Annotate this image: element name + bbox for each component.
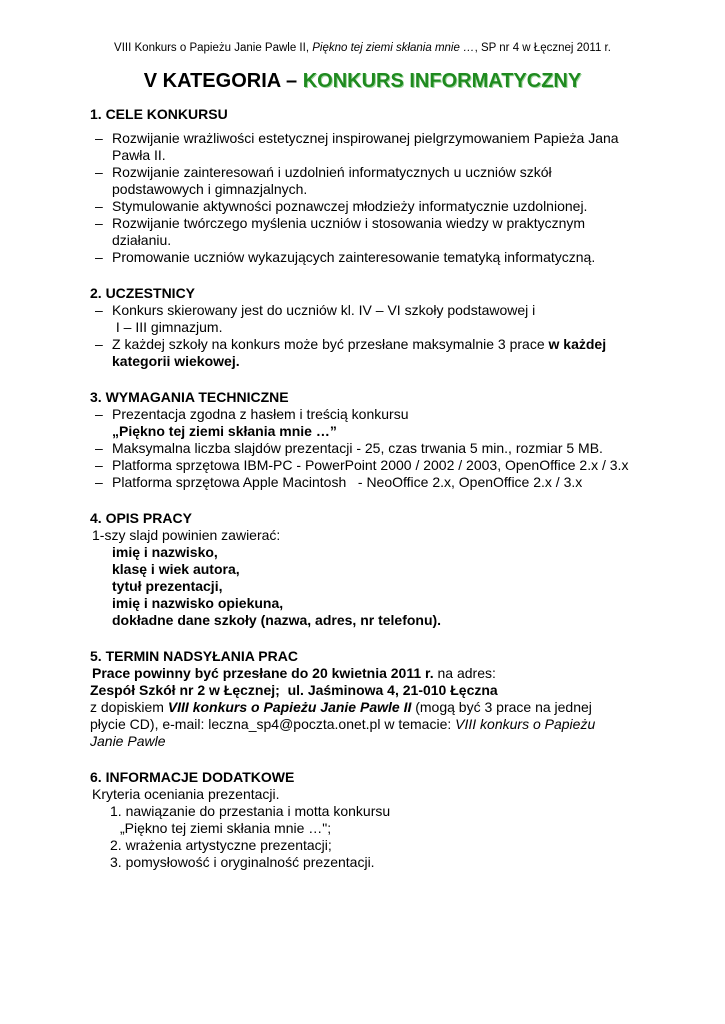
list-item-text: Prezentacja zgodna z hasłem i treścią konkursu [112, 406, 409, 422]
section-2-list [90, 302, 650, 370]
section-5-line [90, 716, 650, 733]
list-item [90, 440, 650, 457]
list-item-text: Z każdej szkoły na konkurs może być przesłane maksymalnie 3 prace [112, 336, 549, 352]
dash-bullet: – [95, 164, 103, 180]
list-item-text: Rozwijanie twórczego myślenia uczniów i stosowania wiedzy w praktycznym [112, 215, 586, 231]
dash-bullet: – [95, 215, 103, 231]
list-item [90, 164, 650, 198]
section-1-list [90, 130, 650, 266]
list-item-text: Rozwijanie zainteresowań i uzdolnień informatycznych u uczniów szkół [112, 164, 552, 180]
list-item-text: Konkurs skierowany jest do uczniów kl. IV – VI szkoły podstawowej i [112, 302, 536, 318]
criteria-item: 3. pomysłowość i oryginalność prezentacji. [110, 854, 375, 870]
list-item [90, 336, 650, 370]
list-item: imię i nazwisko, [112, 544, 218, 560]
list-item-bold: „Piękno tej ziemi skłania mnie …” [112, 423, 337, 439]
title-plain: V KATEGORIA – [143, 70, 303, 92]
list-item [90, 457, 650, 474]
list-item-text: Stymulowanie aktywności poznawczej młodzieży informatycznie uzdolnionej. [112, 198, 588, 214]
criteria-item-motto: „Piękno tej ziemi skłania mnie …"; [120, 820, 332, 836]
section-4-intro: 1-szy slajd powinien zawierać: [92, 527, 281, 543]
email-text: płycie CD), e-mail: leczna_sp4@poczta.onet.pl w temacie: [90, 716, 456, 732]
list-item-text: Platforma sprzętowa IBM-PC - PowerPoint 2000 / 2002 / 2003, OpenOffice 2.x / 3.x [112, 457, 629, 473]
list-item-text: podstawowych i gimnazjalnych. [112, 181, 308, 197]
header-italic: Piękno tej ziemi skłania mnie … [312, 42, 475, 54]
list-item [90, 302, 650, 336]
list-item-text: Platforma sprzętowa Apple Macintosh - NeoOffice 2.x, OpenOffice 2.x / 3.x [112, 474, 583, 490]
dash-bullet: – [95, 336, 103, 352]
section-6-intro: Kryteria oceniania prezentacji. [92, 786, 280, 802]
list-item: tytuł prezentacji, [112, 578, 223, 594]
section-6-heading: 6. INFORMACJE DODATKOWE [90, 769, 295, 785]
dash-bullet: – [95, 302, 103, 318]
list-item-text: Pawła II. [112, 147, 166, 163]
dash-bullet: – [95, 198, 103, 214]
criteria-item: 1. nawiązanie do przestania i motta konkursu [110, 803, 391, 819]
line-text: (mogą być 3 prace na jednej [411, 699, 592, 715]
list-item [90, 215, 650, 249]
section-2-heading: 2. UCZESTNICY [90, 285, 196, 301]
list-item: dokładne dane szkoły (nazwa, adres, nr telefonu). [112, 612, 442, 628]
list-item-text: Maksymalna liczba slajdów prezentacji - 25, czas trwania 5 min., rozmiar 5 MB. [112, 440, 603, 456]
list-item: imię i nazwisko opiekuna, [112, 595, 284, 611]
section-1-heading: 1. CELE KONKURSU [90, 106, 228, 122]
section-3-list [90, 406, 650, 491]
deadline-text: Prace powinny być przesłane do 20 kwietnia 2011 r. [92, 665, 434, 681]
section-5-line [90, 699, 650, 716]
list-item-bold: w każdej [548, 336, 607, 352]
section-3-heading: 3. WYMAGANIA TECHNICZNE [90, 389, 289, 405]
page-title [0, 68, 725, 94]
list-item: klasę i wiek autora, [112, 561, 240, 577]
dash-bullet: – [95, 249, 103, 265]
list-item-text: Promowanie uczniów wykazujących zainteresowanie tematyką informatyczną. [112, 249, 596, 265]
line-text: z dopiskiem [90, 699, 168, 715]
dash-bullet: – [95, 130, 103, 146]
header-prefix: VIII Konkurs o Papieżu Janie Pawle II, [114, 42, 313, 54]
list-item-text: Rozwijanie wrażliwości estetycznej inspirowanej pielgrzymowaniem Papieża Jana [112, 130, 619, 146]
section-5-heading: 5. TERMIN NADSYŁANIA PRAC [90, 648, 298, 664]
subject-text: VIII konkurs o Papieżu [455, 716, 596, 732]
page-header [0, 41, 725, 55]
dash-bullet: – [95, 440, 103, 456]
subject-text: Janie Pawle [90, 733, 166, 749]
section-4-heading: 4. OPIS PRACY [90, 510, 192, 526]
list-item-text: działaniu. [112, 232, 172, 248]
list-item-bold: kategorii wiekowej. [112, 353, 240, 369]
dash-bullet: – [95, 474, 103, 490]
list-item [90, 198, 650, 215]
address-line: Zespół Szkół nr 2 w Łęcznej; ul. Jaśminowa 4, 21-010 Łęczna [90, 682, 498, 698]
list-item-text: I – III gimnazjum. [112, 319, 223, 335]
list-item [90, 406, 650, 440]
dash-bullet: – [95, 406, 103, 422]
criteria-item: 2. wrażenia artystyczne prezentacji; [110, 837, 332, 853]
list-item [90, 130, 650, 164]
list-item [90, 474, 650, 491]
title-accent: KONKURS INFORMATYCZNY [302, 70, 582, 92]
section-5-line [90, 665, 650, 682]
document-body [90, 106, 650, 871]
contest-name: VIII konkurs o Papieżu Janie Pawle II [167, 699, 412, 715]
line-text: na adres: [433, 665, 496, 681]
header-suffix: , SP nr 4 w Łęcznej 2011 r. [474, 42, 611, 54]
list-item [90, 249, 650, 266]
dash-bullet: – [95, 457, 103, 473]
